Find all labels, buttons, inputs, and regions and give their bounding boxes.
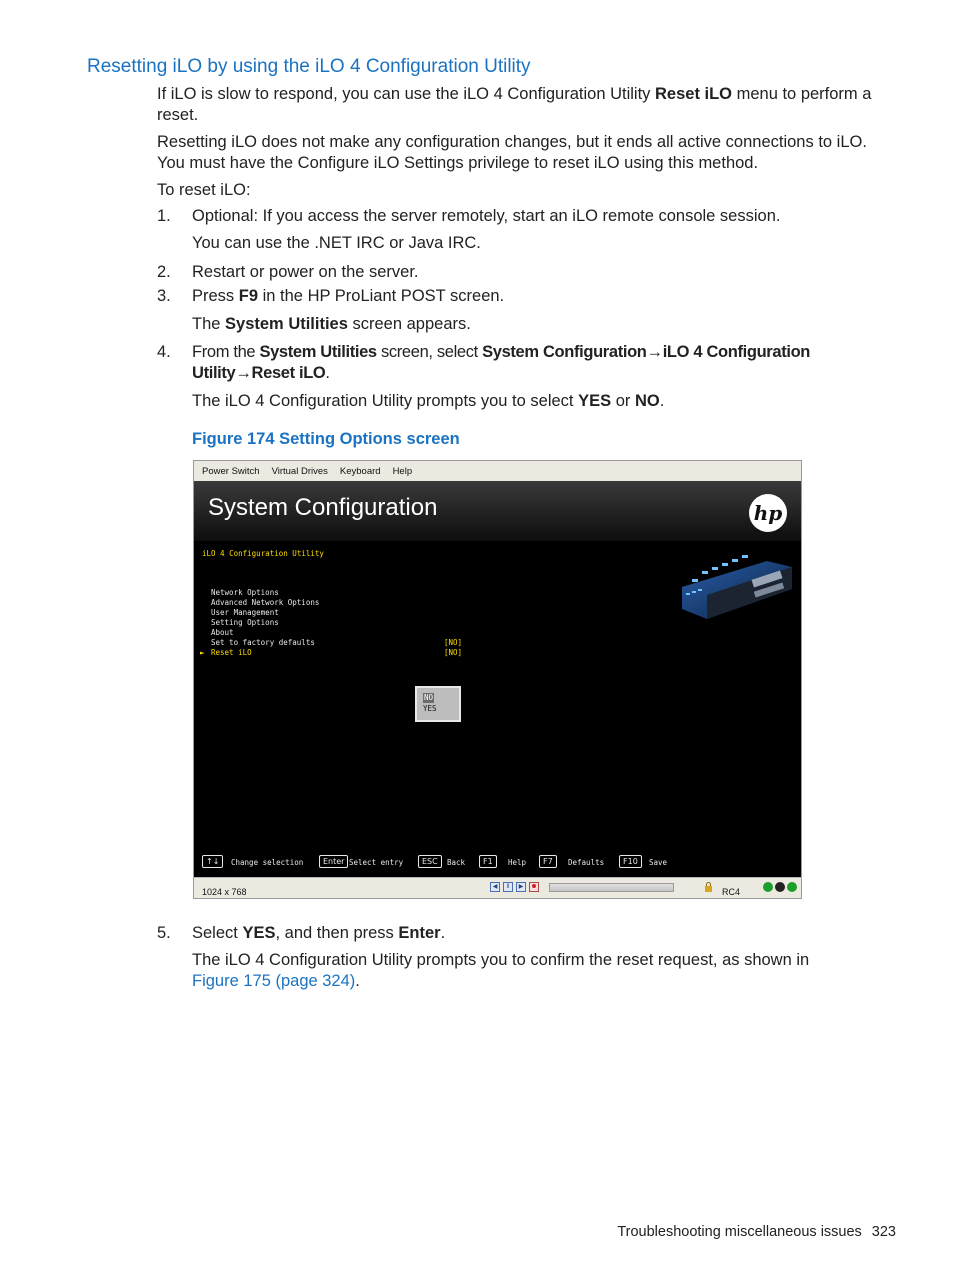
step-1-sub: You can use the .NET IRC or Java IRC.	[192, 234, 481, 252]
console-statusbar	[194, 877, 801, 899]
f1-key-icon: F1	[479, 855, 497, 868]
esc-key-icon: ESC	[418, 855, 442, 868]
option-about[interactable]: About	[211, 628, 234, 637]
step-4-text: From the System Utilities screen, select System Configuration→iLO 4 Configuration Utility→Reset iLO.	[192, 343, 811, 382]
console-titlebar	[194, 481, 801, 541]
selection-arrow-icon: ►	[200, 648, 205, 657]
record-icon[interactable]	[529, 882, 539, 892]
reset-ilo-term: Reset iLO	[655, 85, 733, 103]
menu-power-switch[interactable]: Power Switch	[202, 465, 260, 477]
step-number: 1.	[157, 207, 171, 225]
step-4-sub: The iLO 4 Configuration Utility prompts you to select YES or NO.	[192, 392, 665, 410]
key-label-help: Help	[508, 858, 527, 867]
step-number: 2.	[157, 263, 171, 281]
section-heading: Resetting iLO by using the iLO 4 Configuration Utility	[87, 56, 531, 77]
footer-section: Troubleshooting miscellaneous issues	[617, 1224, 862, 1240]
intro-paragraph-2: Resetting iLO does not make any configuration changes, but it ends all active connections to iLO. You must have the Configure iLO Settings privilege to reset iLO using this method.	[157, 133, 867, 172]
lock-icon	[704, 882, 713, 892]
option-reset-ilo[interactable]: Reset iLO	[211, 648, 252, 657]
status-dark-icon	[775, 882, 785, 892]
key-label-save: Save	[649, 858, 668, 867]
enter-key-icon: Enter	[319, 855, 348, 868]
option-setting-options[interactable]: Setting Options	[211, 618, 279, 627]
factory-defaults-value: [NO]	[444, 638, 463, 647]
option-network-options[interactable]: Network Options	[211, 588, 279, 597]
yes-no-popup	[415, 686, 461, 722]
function-key-bar	[194, 851, 801, 873]
key-label-select-entry: Select entry	[349, 858, 404, 867]
arrows-key-icon: ↑↓	[202, 855, 223, 868]
menu-virtual-drives[interactable]: Virtual Drives	[271, 465, 328, 477]
resolution-readout: 1024 x 768	[202, 887, 247, 897]
figure-175-link[interactable]: Figure 175 (page 324)	[192, 972, 356, 990]
step-number: 4.	[157, 343, 171, 361]
status-green-icon	[763, 882, 773, 892]
console-menubar	[194, 461, 801, 482]
popup-no-option[interactable]: NO	[424, 693, 434, 702]
f10-key-icon: F10	[619, 855, 642, 868]
menu-help[interactable]: Help	[392, 465, 413, 477]
server-graphic-icon	[672, 549, 797, 621]
encryption-readout: RC4	[722, 887, 741, 897]
utility-title: iLO 4 Configuration Utility	[202, 549, 324, 558]
step-number: 5.	[157, 924, 171, 942]
page-number: 323	[871, 1224, 896, 1240]
popup-yes-option[interactable]: YES	[423, 704, 437, 713]
step-2-text: Restart or power on the server.	[192, 263, 419, 281]
key-label-change-selection: Change selection	[231, 858, 304, 867]
playback-progress-bar[interactable]	[549, 883, 674, 892]
reset-ilo-value: [NO]	[444, 648, 463, 657]
step-number: 3.	[157, 287, 171, 305]
hp-logo-icon: hp	[749, 494, 787, 532]
step-1-text: Optional: If you access the server remotely, start an iLO remote console session.	[192, 207, 781, 225]
option-user-management[interactable]: User Management	[211, 608, 279, 617]
step-3-text: Press F9 in the HP ProLiant POST screen.	[192, 287, 505, 305]
remote-console-screenshot	[193, 460, 802, 899]
step-5-sub: The iLO 4 Configuration Utility prompts you to confirm the reset request, as shown in Figure 175 (page 324).	[192, 951, 810, 990]
figure-caption: Figure 174 Setting Options screen	[192, 430, 460, 448]
rewind-icon[interactable]: ◀	[490, 882, 500, 892]
step-5-text: Select YES, and then press Enter.	[192, 924, 446, 942]
intro-paragraph-1: If iLO is slow to respond, you can use the iLO 4 Configuration Utility Reset iLO menu to perform a reset.	[157, 85, 872, 124]
f7-key-icon: F7	[539, 855, 557, 868]
key-label-back: Back	[447, 858, 466, 867]
menu-keyboard[interactable]: Keyboard	[339, 465, 381, 477]
intro-paragraph-3: To reset iLO:	[157, 181, 251, 199]
option-factory-defaults[interactable]: Set to factory defaults	[211, 638, 315, 647]
status-power-icon	[787, 882, 797, 892]
page-footer	[617, 1222, 896, 1243]
option-advanced-network-options[interactable]: Advanced Network Options	[211, 598, 320, 607]
play-icon[interactable]: ▶	[516, 882, 526, 892]
pause-icon[interactable]: ‖	[503, 882, 513, 892]
console-title: System Configuration	[208, 494, 438, 521]
step-3-sub: The System Utilities screen appears.	[192, 315, 471, 333]
key-label-defaults: Defaults	[568, 858, 605, 867]
